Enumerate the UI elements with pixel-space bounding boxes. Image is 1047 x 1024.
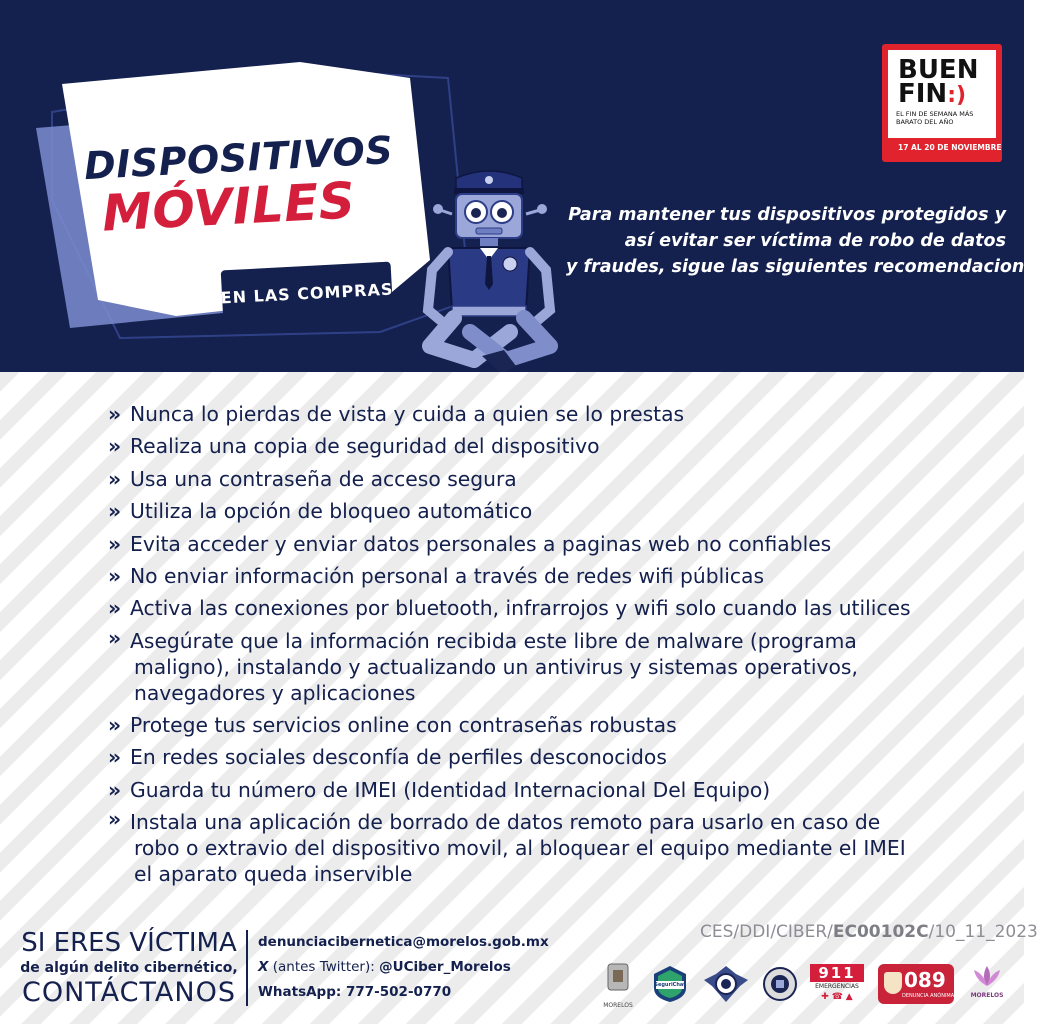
emergency-911-logo <box>810 964 864 1004</box>
intro-line: Para mantener tus dispositivos protegidos y <box>568 205 1006 225</box>
recommendation-text: No enviar información personal a través de redes wifi públicas <box>130 564 765 589</box>
recommendation-text: maligno), instalando y actualizando un antivirus y sistemas operativos, <box>134 654 858 679</box>
recommendation-item <box>108 741 1008 773</box>
buen-fin-logo <box>882 44 1002 162</box>
recommendation-item <box>108 560 1008 592</box>
emergency-icons: ✚ ☎ ▲ <box>821 992 853 1002</box>
buen-fin-tagline: EL FIN DE SEMANA MÁS BARATO DEL AÑO <box>896 110 974 126</box>
bullet-chevron-icon: » <box>108 712 122 737</box>
bullet-chevron-icon: » <box>108 434 122 459</box>
bullet-chevron-icon: » <box>108 531 122 556</box>
buen-fin-word-2-row <box>898 79 978 109</box>
victim-line-2: de algún delito cibernético, <box>20 960 238 976</box>
code-prefix: CES/DDI/CIBER/ <box>700 922 833 942</box>
header-banner <box>0 0 1047 372</box>
bullet-chevron-icon: » <box>108 807 122 832</box>
twitter-handle: @UCiber_Morelos <box>379 959 511 975</box>
subtitle-text: EN LAS COMPRAS <box>220 278 394 308</box>
buen-fin-smile: :) <box>947 83 967 108</box>
denuncia-number: 089 <box>904 968 946 992</box>
recommendation-item <box>108 774 1008 806</box>
recommendation-text: Usa una contraseña de acceso segura <box>130 466 517 491</box>
recommendation-item <box>108 495 1008 527</box>
bullet-chevron-icon: » <box>108 596 122 621</box>
buen-fin-dates: 17 AL 20 DE NOVIEMBRE <box>898 143 1002 152</box>
morelos-flower-icon <box>970 962 1004 992</box>
buen-fin-wordmark <box>898 55 979 109</box>
emergency-label: EMERGENCIAS <box>815 983 859 990</box>
recommendations-list <box>108 398 1008 890</box>
recommendation-text: Activa las conexiones por bluetooth, infrarrojos y wifi solo cuando las utilices <box>130 596 911 621</box>
recommendation-text: En redes sociales desconfía de perfiles desconocidos <box>130 745 667 770</box>
victim-line-3: CONTÁCTANOS <box>21 977 236 1008</box>
recommendation-item <box>108 592 1008 624</box>
segurichat-label: SeguriChat <box>654 982 686 988</box>
emergency-number: 911 <box>810 964 864 982</box>
buen-fin-word-2: FIN <box>898 79 948 109</box>
buen-fin-word-1: BUEN <box>898 55 979 85</box>
recommendation-text: Asegúrate que la información recibida este libre de malware (programa <box>130 628 857 653</box>
morelos-seal-icon <box>600 962 636 1002</box>
code-bold: EC00102C <box>832 922 929 942</box>
recommendation-text: Instala una aplicación de borrado de datos remoto para usarlo en caso de <box>130 810 881 835</box>
intro-line: así evitar ser víctima de robo de datos <box>624 231 1006 251</box>
footer-divider <box>246 930 248 1006</box>
intro-text <box>566 202 1047 280</box>
recommendation-item <box>108 625 1008 709</box>
title-line-2: MÓVILES <box>100 171 357 243</box>
recommendation-item <box>108 463 1008 495</box>
recommendation-item <box>108 709 1008 741</box>
recommendation-item <box>108 528 1008 560</box>
recommendation-text: navegadores y aplicaciones <box>134 680 416 705</box>
bullet-chevron-icon: » <box>108 466 122 491</box>
bullet-chevron-icon: » <box>108 625 122 650</box>
recommendation-text: robo o extravio del dispositivo movil, al bloquear el equipo mediante el IMEI <box>134 836 906 861</box>
whatsapp-label: WhatsApp: <box>258 984 342 1000</box>
recommendation-text: Guarda tu número de IMEI (Identidad Internacional Del Equipo) <box>130 777 771 802</box>
recommendation-text: Realiza una copia de seguridad del dispositivo <box>130 434 600 459</box>
whatsapp-number: 777-502-0770 <box>345 984 452 1000</box>
recommendation-text: Utiliza la opción de bloqueo automático <box>130 499 533 524</box>
recommendation-text: Evita acceder y enviar datos personales a paginas web no confiables <box>130 531 832 556</box>
contact-email-link[interactable]: denunciacibernetica@morelos.gob.mx <box>258 934 549 950</box>
denuncia-label: DENUNCIA ANÓNIMA <box>902 993 955 999</box>
victim-callout <box>18 928 240 1008</box>
bullet-chevron-icon: » <box>108 402 122 426</box>
cyber-police-badge-icon <box>762 964 798 1004</box>
bullet-chevron-icon: » <box>108 745 122 770</box>
subtitle-tag <box>221 262 394 325</box>
victim-line-1: SI ERES VÍCTIMA <box>21 928 237 958</box>
recommendation-text: Protege tus servicios online con contraseñas robustas <box>130 712 677 737</box>
anonymous-report-089-logo <box>878 964 954 1004</box>
recommendation-item <box>108 806 1008 890</box>
twitter-label: (antes Twitter): <box>272 959 375 975</box>
recommendation-item <box>108 430 1008 462</box>
x-icon: X <box>258 959 269 975</box>
recommendation-text: el aparato queda inservible <box>134 862 413 887</box>
reference-code <box>700 922 1038 942</box>
recommendation-item <box>108 398 1008 430</box>
bullet-chevron-icon: » <box>108 499 122 524</box>
shield-icon <box>884 972 902 994</box>
code-suffix: /10_11_2023 <box>928 922 1038 942</box>
contact-info <box>258 930 578 1005</box>
contact-whatsapp[interactable] <box>258 980 578 1005</box>
police-shield-icon <box>702 962 750 1006</box>
morelos-seal-label: MORELOS <box>603 1002 633 1009</box>
intro-line: y fraudes, sigue las siguientes recomendaciones <box>566 257 1047 277</box>
bullet-chevron-icon: » <box>108 564 122 589</box>
recommendation-text: Nunca lo pierdas de vista y cuida a quien se lo prestas <box>130 402 685 426</box>
contact-twitter[interactable] <box>258 955 578 980</box>
robot-police-illustration <box>410 160 570 380</box>
institution-logos <box>596 958 1016 1018</box>
title-line-1: DISPOSITIVOS <box>83 127 395 189</box>
morelos-logo-label: MORELOS <box>970 992 1004 999</box>
bullet-chevron-icon: » <box>108 777 122 802</box>
